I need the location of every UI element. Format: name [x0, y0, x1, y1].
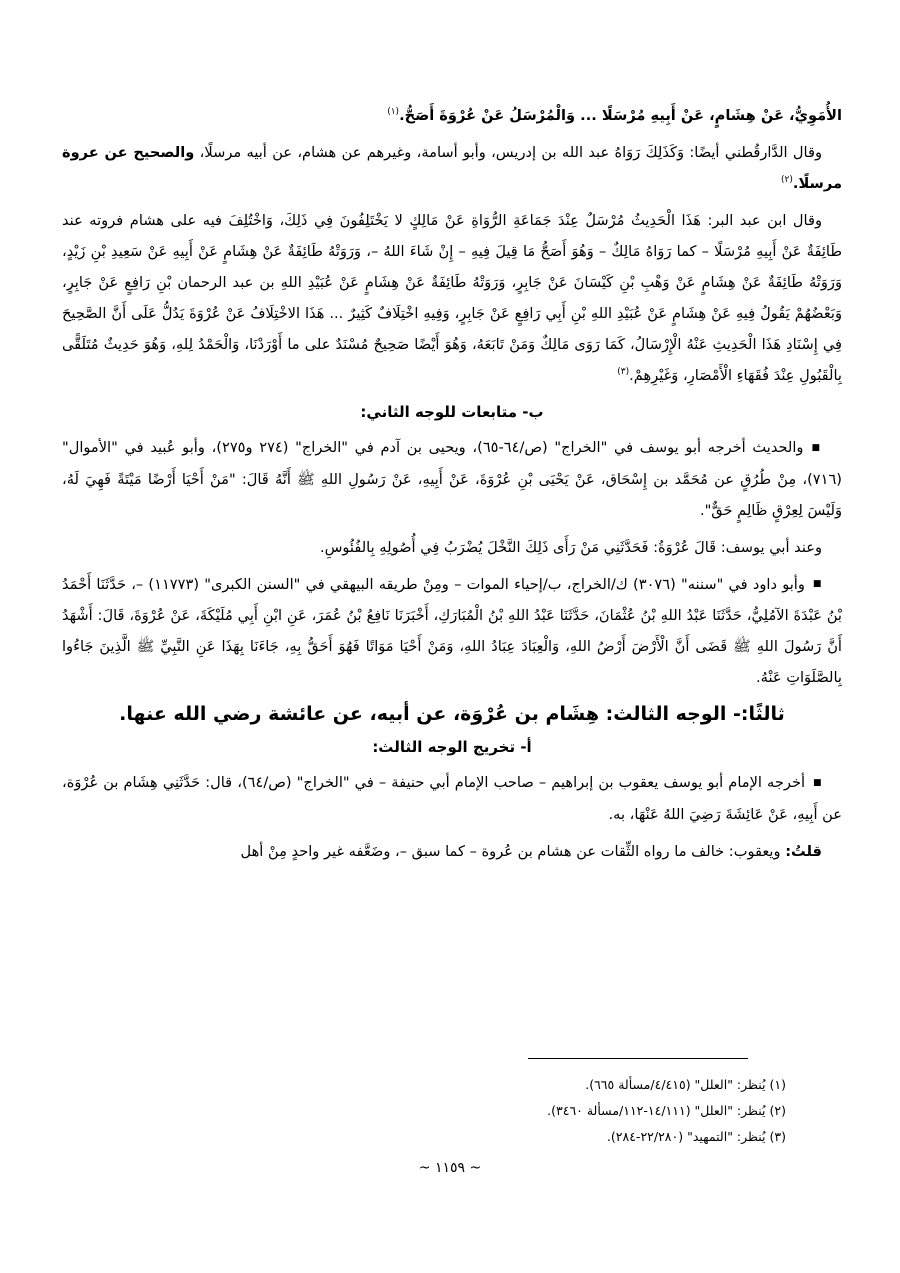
paragraph-8-text: ويعقوب: خالف ما رواه الثِّقات عن هشام بن عُروة – كما سبق –، وضَعَّفه غير واحدٍ مِنْ أهل — [240, 842, 781, 860]
footnote-ref-2: (٢) — [781, 175, 793, 186]
section-heading-a: أ- تخريج الوجه الثالث: — [372, 738, 532, 756]
paragraph-2 — [62, 137, 842, 199]
footnote-1: (١) يُنظر: "العلل" (٤/٤١٥/مسألة ٦٦٥). — [585, 1077, 786, 1092]
body-text — [62, 100, 842, 873]
paragraph-2-text: وقال الدَّارقُطني أيضًا: وَكَذَلِكَ رَوَاهُ عبد الله بن إدريس، وأبو أسامة، وغيرهم عن هشام، عن أبيه مرسلًا، — [199, 144, 823, 161]
paragraph-8 — [62, 836, 842, 867]
footnote-2: (٢) يُنظر: "العلل" (١٤/١١١-١١٢/مسألة ٣٤٦٠). — [547, 1103, 786, 1118]
paragraph-3-text: وقال ابن عبد البر: هَذَا الْحَدِيثُ مُرْسَلٌ عِنْدَ جَمَاعَةِ الرُّوَاةِ عَنْ مَالِكٍ لا يَخْتَلِفُونَ فِي ذَلِكَ، وَاخْتُلِفَ فيه على هشام فروته عند طَائِفَةٌ عَنْ أَبِيهِ مُرْسَلًا – كما رَوَاهُ مَالِكٌ – وَهُوَ أَصَحُّ مَا قِيلَ فِيهِ – إِنْ شَاءَ اللهُ –، وَرَوَتْهُ طَائِفَةٌ عَنْ هِشَامٍ عَنْ أَبِيهِ عَنْ سَعِيدِ بْنِ زَيْدٍ، وَرَوَتْهُ طَائِفَةٌ عَنْ هِشَامٍ عَنْ وَهْبِ بْنِ كَيْسَانَ عَنْ جَابِرٍ، وَرَوَتْهُ طَائِفَةٌ عَنْ هِشَامٍ عَنْ عُبَيْدِ اللهِ بن عبد الرحمان بْنِ رَافِعٍ عَنْ جَابِرٍ، وَبَعْضُهُمْ يَقُولُ فِيهِ عَنْ هِشَامٍ عَنْ عُبَيْدِ اللهِ بْنِ أَبِي رَافِعٍ عَنْ جَابِرٍ، وَفِيهِ اخْتِلَافٌ كَثِيرٌ ... هَذَا الاخْتِلَافُ عَنْ عُرْوَةَ يَدُلُّ عَلَى أَنَّ الصَّحِيحَ فِي إِسْنَادِ هَذَا الْحَدِيثِ عَنْهُ الْإِرْسَالُ، كَمَا رَوَى مَالِكٌ وَمَنْ تَابَعَهُ، وَهُوَ أَيْضًا صَحِيحٌ مُسْنَدٌ على ما أَوْرَدْنَا، وَالْحَمْدُ لِلهِ، وَهُوَ حَدِيثٌ مُتَلَقًّى بِالْقَبُولِ عِنْدَ فُقَهَاءِ الْأَمْصَارِ، وَغَيْرِهِمْ. — [62, 212, 842, 384]
paragraph-5-text: وعند أبي يوسف: قَالَ عُرْوَةُ: فَحَدَّثَنِي مَنْ رَأَى ذَلِكَ النَّخْلَ يُضْرَبُ فِي أُصُولِهِ بِالفُئُوسِ. — [319, 538, 822, 556]
footnote-ref-1: (١) — [387, 107, 400, 118]
footnote-3: (٣) يُنظر: "التمهيد" (٢٢/٢٨٠-٢٨٤). — [606, 1129, 786, 1144]
paragraph-4-text: والحديث أخرجه أبو يوسف في "الخراج" (ص/٦٤-٦٥)، ويحيى بن آدم في "الخراج" (٢٧٤ و٢٧٥)، وأبو عُبيد في "الأموال" (٧١٦)، مِنْ طُرُقٍ عن مُحَمَّد بن إِسْحَاق، عَنْ يَحْيَى بْنِ عُرْوَةَ، عَنْ أَبِيهِ، عَنْ رَسُولِ اللهِ ﷺ أَنَّهُ قَالَ: "مَنْ أَحْيَا أَرْضًا مَيْتَةً فَهِيَ لَهُ، وَلَيْسَ لِعِرْقٍ ظَالِمٍ حَقٌّ". — [62, 439, 842, 519]
paragraph-1-text: الأُمَوِيُّ، عَنْ هِشَامٍ، عَنْ أَبِيهِ مُرْسَلًا ... وَالْمُرْسَلُ عَنْ عُرْوَةَ أَصَحُّ. — [399, 107, 842, 124]
footnote-ref-3: (٣) — [617, 367, 630, 378]
paragraph-4 — [62, 432, 842, 526]
paragraph-3 — [62, 205, 842, 391]
section-heading-third: ثالثًا:- الوجه الثالث: هِشَام بن عُرْوَة، عن أبيه، عن عائشة رضي الله عنها. — [119, 703, 785, 725]
paragraph-1 — [62, 100, 842, 131]
paragraph-6 — [62, 569, 842, 694]
paragraph-2-conclusion: والصحيح عن عروة مرسلًا. — [62, 144, 842, 192]
paragraph-6-text: وأبو داود في "سننه" (٣٠٧٦) ك/الخراج، ب/إحياء الموات – ومِنْ طريقه البيهقي في "السنن الكبرى" (١١٧٧٣) –، حَدَّثَنَا أَحْمَدُ بْنُ عَبْدَةَ الآمُلِيُّ، حَدَّثَنَا عَبْدُ اللهِ بْنُ عُثْمَانَ، حَدَّثَنَا عَبْدُ اللهِ بْنُ الْمُبَارَكِ، أَخْبَرَنَا نَافِعُ بْنُ عُمَرَ، عَنِ ابْنِ أَبِي مُلَيْكَةَ، عَنْ عُرْوَةَ، قَالَ: أَشْهَدُ أَنَّ رَسُولَ اللهِ ﷺ قَضَى أَنَّ الْأَرْضَ أَرْضُ اللهِ، وَالْعِبَادَ عِبَادُ اللهِ، وَمَنْ أَحْيَا مَوَاتًا فَهُوَ أَحَقُّ بِهِ، جَاءَنَا بِهَذَا عَنِ النَّبِيِّ ﷺ الَّذِينَ جَاءُوا بِالصَّلَوَاتِ عَنْهُ. — [62, 575, 842, 686]
paragraph-7 — [62, 767, 842, 830]
page-number: ~ ١١٥٩ ~ — [418, 1160, 482, 1176]
footnote-separator — [528, 1058, 748, 1059]
paragraph-8-label: قلتُ: — [785, 842, 822, 860]
footnotes — [400, 1072, 786, 1150]
section-heading-b: ب- متابعات للوجه الثاني: — [360, 403, 544, 421]
paragraph-5 — [62, 532, 842, 563]
paragraph-7-text: أخرجه الإمام أبو يوسف يعقوب بن إبراهيم – صاحب الإمام أبي حنيفة – في "الخراج" (ص/٦٤)، قال: حَدَّثَنِي هِشَام بن عُرْوَة، عن أَبِيهِ، عَنْ عَائِشَةَ رَضِيَ اللهُ عَنْهَا، به. — [62, 774, 842, 823]
